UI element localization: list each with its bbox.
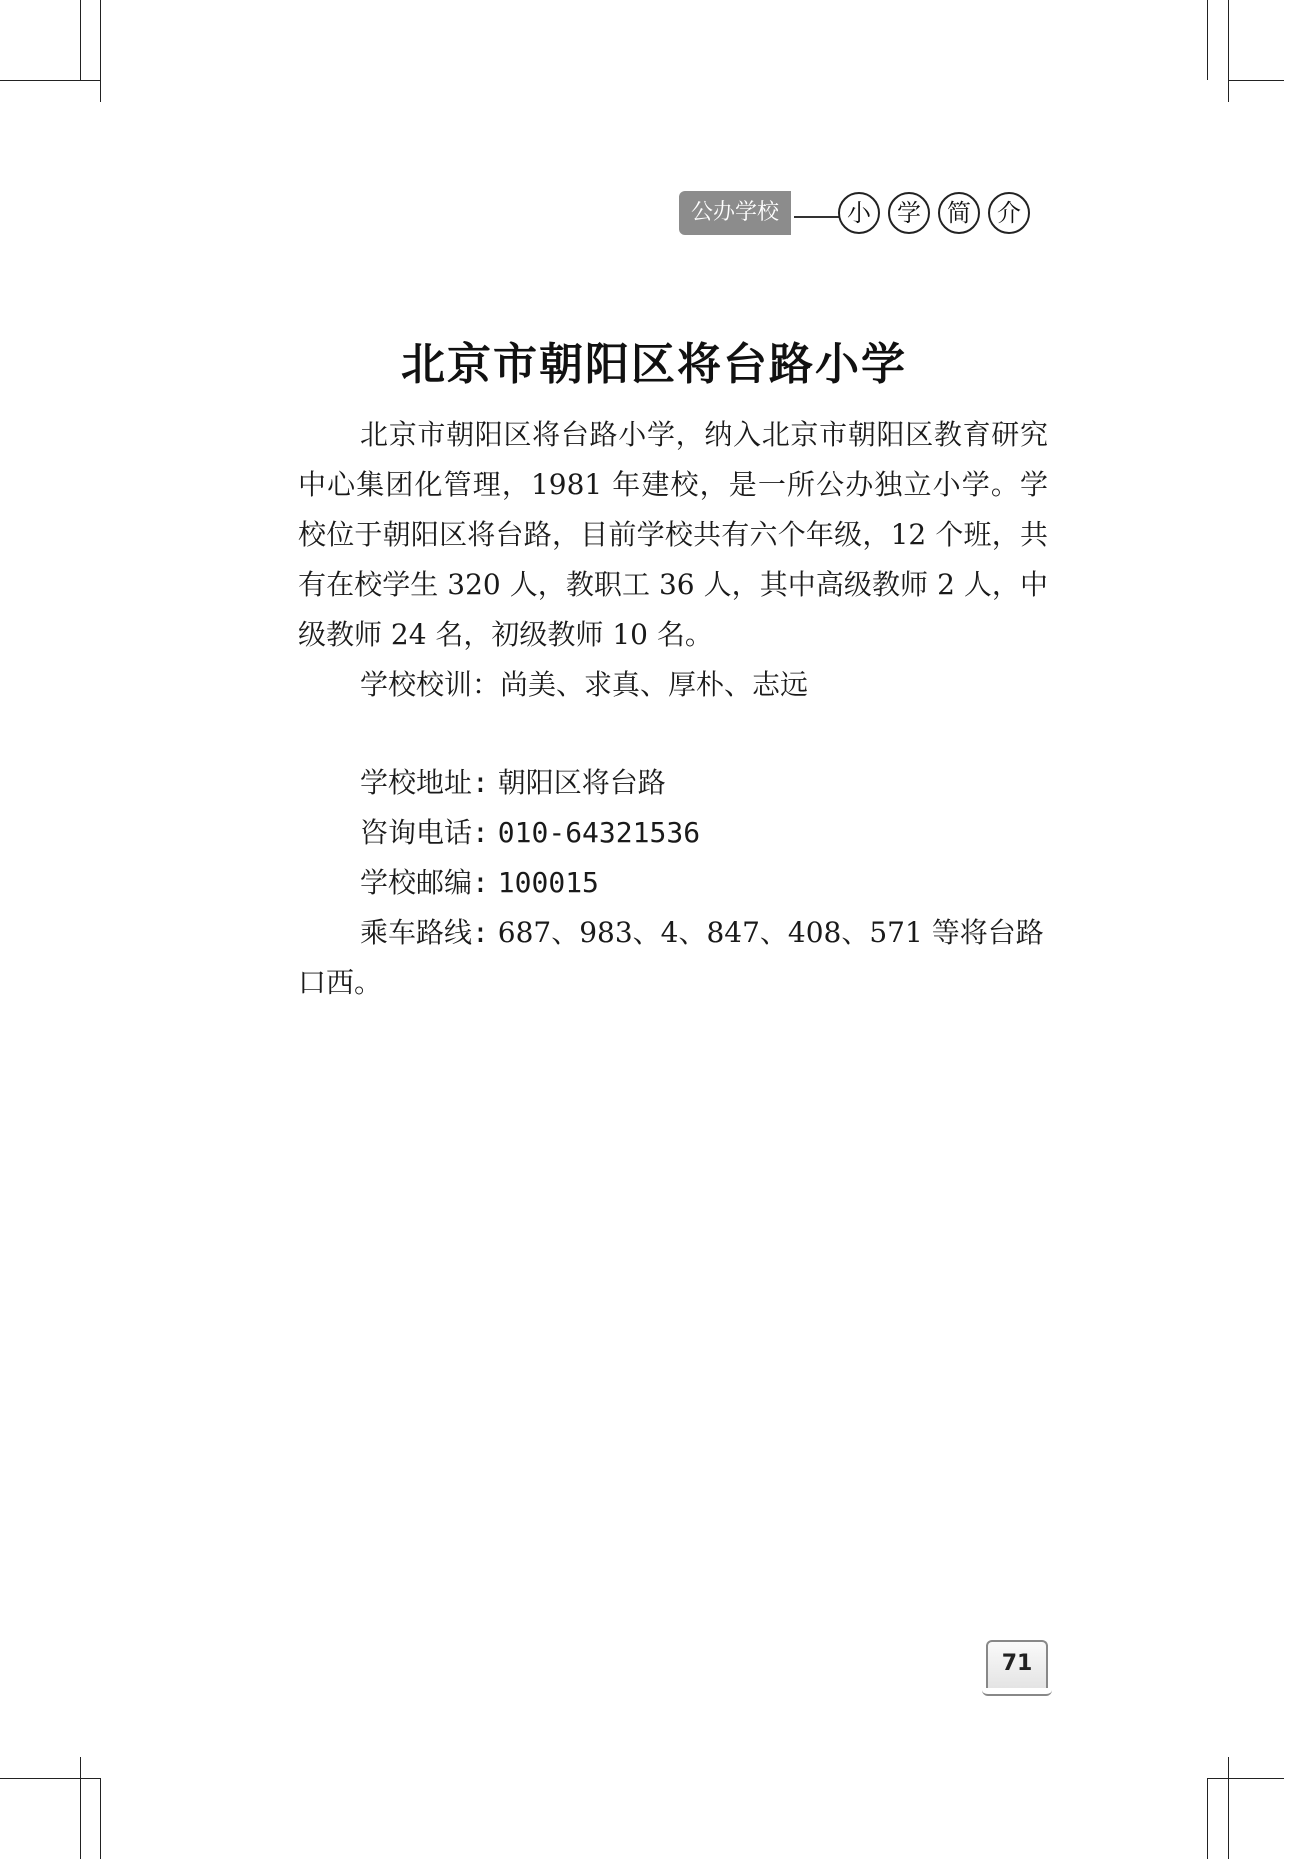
intro-paragraph: 北京市朝阳区将台路小学，纳入北京市朝阳区教育研究中心集团化管理，1981 年建校，是一所公办独立小学。学校位于朝阳区将台路，目前学校共有六个年级，12 个班，共有在校学生 320 人，教职工 36 人，其中高级教师 2 人，中级教师 24 名，初级教师 10 名。 xyxy=(298,418,1048,651)
contact-postcode xyxy=(298,858,1048,908)
contact-label: 学校邮编: xyxy=(360,866,489,899)
header-section-char: 学 xyxy=(888,192,930,234)
crop-mark xyxy=(1207,0,1208,80)
contact-value: 100015 xyxy=(497,866,599,899)
contact-value: 687、983、4、847、408、571 等将台路口西。 xyxy=(298,916,1044,999)
header-divider xyxy=(794,216,840,218)
crop-mark xyxy=(80,0,81,80)
page-number: 71 xyxy=(986,1640,1048,1688)
header-section-title xyxy=(838,192,1030,234)
header-section-char: 小 xyxy=(838,192,880,234)
crop-mark xyxy=(1207,1778,1284,1779)
header-section-char: 介 xyxy=(988,192,1030,234)
crop-mark xyxy=(100,1778,101,1859)
page-title: 北京市朝阳区将台路小学 xyxy=(401,339,907,390)
contact-value: 010-64321536 xyxy=(497,816,701,849)
crop-mark xyxy=(1228,0,1229,102)
contact-label: 乘车路线: xyxy=(360,916,489,949)
crop-mark xyxy=(80,1757,81,1859)
contact-address xyxy=(298,758,1048,808)
crop-mark xyxy=(24,80,100,81)
contact-value: 朝阳区将台路 xyxy=(497,766,666,799)
header-category-tab: 公办学校 xyxy=(679,191,791,235)
contact-label: 咨询电话: xyxy=(360,816,489,849)
school-motto: 学校校训：尚美、求真、厚朴、志远 xyxy=(360,668,809,701)
crop-mark xyxy=(100,0,101,102)
crop-mark xyxy=(1207,1778,1208,1859)
header-section-char: 简 xyxy=(938,192,980,234)
contact-bus-routes xyxy=(298,908,1048,1008)
book-icon xyxy=(982,1686,1052,1696)
contact-label: 学校地址: xyxy=(360,766,489,799)
crop-mark xyxy=(24,1778,80,1779)
contact-phone xyxy=(298,808,1048,858)
contact-section xyxy=(298,758,1048,1008)
crop-mark xyxy=(1228,80,1284,81)
crop-mark xyxy=(1228,1757,1229,1859)
intro-section xyxy=(298,410,1048,710)
